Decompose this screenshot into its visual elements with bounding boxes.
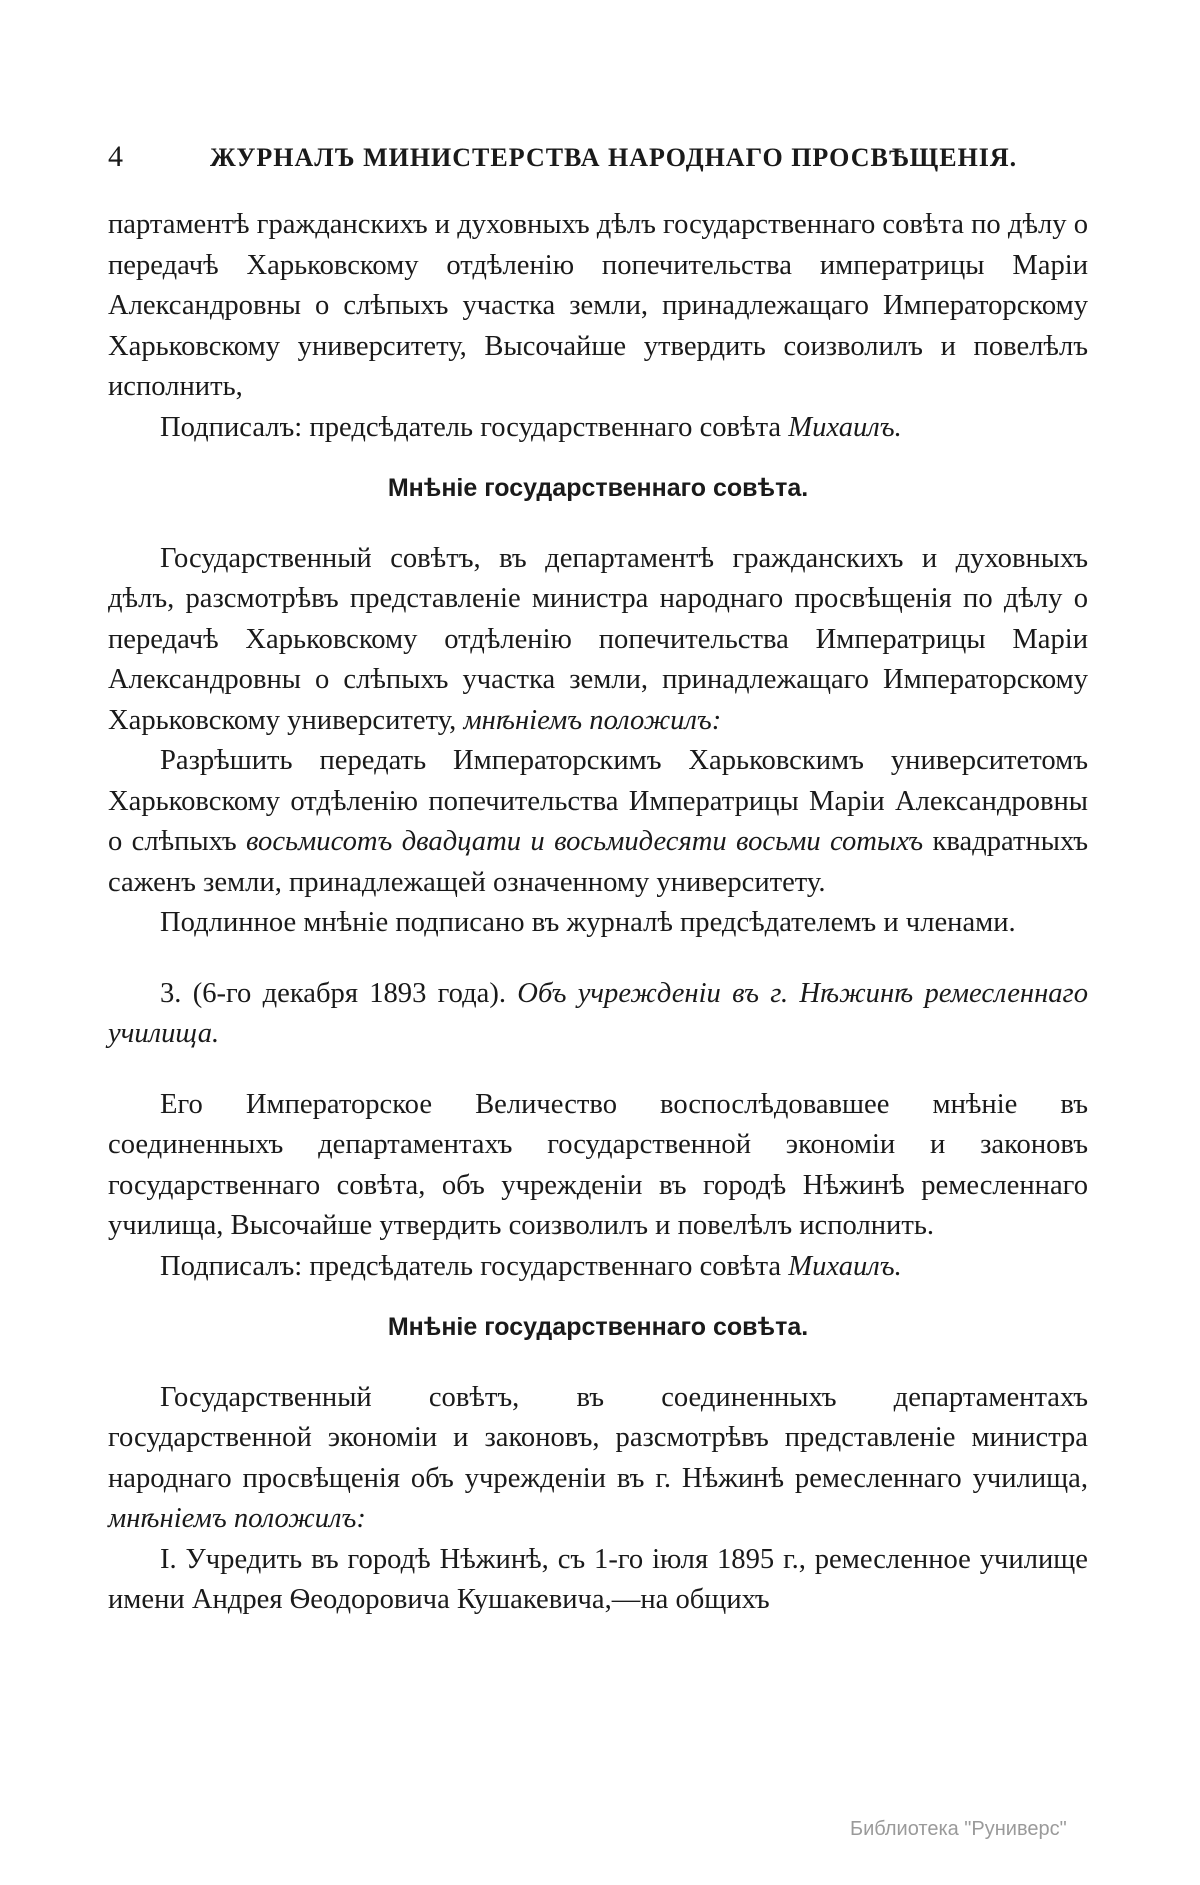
signer-name-2: Михаилъ. — [788, 1250, 902, 1282]
continuation-paragraph: партаментѣ гражданскихъ и духовныхъ дѣлъ государственнаго совѣта по дѣлу о передачѣ Харьковскому отдѣленію попечительства императрицы Маріи Александровны о слѣпыхъ участка земли, принадлежащаго Императорскому Харьковскому университету, Высочайше утвердить соизволилъ и повелѣлъ исполнить, — [108, 209, 1088, 402]
decision-paragraph — [108, 741, 1088, 903]
original-signed-note: Подлинное мнѣніе подписано въ журналѣ предсѣдателемъ и членами. — [160, 907, 1016, 938]
imperial-approval-paragraph: Его Императорское Величество воспослѣдовавшее мнѣніе въ соединенныхъ департаментахъ государственной экономіи и законовъ государственнаго совѣта, объ учрежденіи въ городѣ Нѣжинѣ ремесленнаго училища, Высочайше утвердить соизволилъ и повелѣлъ исполнить. — [108, 1088, 1088, 1241]
decision-text-end: квадратныхъ саженъ земли, принадлежащей означенному университету. — [108, 826, 1088, 898]
signature-text: Подписалъ: предсѣдатель государственнаго совѣта — [160, 411, 782, 443]
page-number: 4 — [108, 140, 124, 173]
resolved-phrase: мнѣніемъ положилъ: — [463, 704, 722, 736]
signature-line-2 — [108, 1247, 1088, 1288]
opinion-intro-text: Государственный совѣтъ, въ департаментѣ гражданскихъ и духовныхъ дѣлъ, разсмотрѣвъ представленіе министра народнаго просвѣщенія по дѣлу о передачѣ Харьковскому отдѣленію попечительства Императрицы Маріи Александровны о слѣпыхъ участка земли, принадлежащаго Императорскому Харьковскому университету, — [108, 542, 1088, 736]
decision-text-start: Разрѣшить передать Императорскимъ Харьковскимъ университетомъ Харьковскому отдѣленію попечительства Императрицы Маріи Александровны о слѣпыхъ — [108, 745, 1088, 857]
page-body — [108, 205, 1088, 1621]
opinion-intro-2 — [108, 1378, 1088, 1540]
resolved-phrase-2: мнѣніемъ положилъ: — [108, 1503, 366, 1534]
library-watermark: Библиотека "Руниверс" — [850, 1818, 1067, 1840]
journal-title: ЖУРНАЛЪ МИНИСТЕРСТВА НАРОДНАГО ПРОСВѢЩЕНІЯ. — [210, 143, 1018, 172]
item-3-subject: Объ учрежденіи въ г. Нѣжинѣ ремесленнаго училища. — [108, 977, 1088, 1049]
running-header — [108, 140, 1088, 180]
decision-amount: восьмисотъ двадцати и восьмидесяти восьми сотыхъ — [246, 826, 924, 857]
section-heading: Мнѣніе государственнаго совѣта. — [387, 474, 809, 502]
section-heading-2: Мнѣніе государственнаго совѣта. — [387, 1313, 809, 1341]
opinion-intro — [108, 539, 1088, 742]
point-1: I. Учредить въ городѣ Нѣжинѣ, съ 1-го іюля 1895 г., ремесленное училище имени Андрея Ѳеодоровича Кушакевича,—на общихъ — [108, 1543, 1088, 1615]
signature-text-2: Подписалъ: предсѣдатель государственнаго совѣта — [160, 1250, 782, 1282]
signer-name: Михаилъ. — [788, 411, 902, 443]
opinion-intro-text-2: Государственный совѣтъ, въ соединенныхъ департаментахъ государственной экономіи и законовъ, разсмотрѣвъ представленіе министра народнаго просвѣщенія объ учрежденіи въ г. Нѣжинѣ ремесленнаго училища, — [108, 1381, 1088, 1494]
signature-line — [108, 408, 1088, 449]
item-3 — [108, 974, 1088, 1055]
item-3-number: 3. (6-го декабря 1893 года). — [160, 977, 507, 1009]
